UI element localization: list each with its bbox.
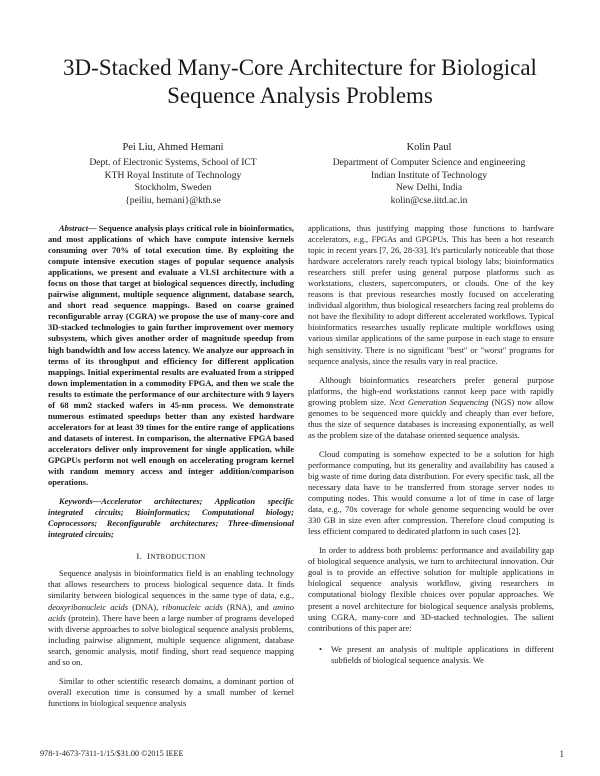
keywords-label: Keywords—: [59, 496, 102, 507]
intro-term-protein: amino acids: [48, 601, 294, 623]
keywords-text: Accelerator architectures; Application specific integrated circuits; Bioinformatics; Computational biology; Coprocessors; Reconfigurable architectures; Three-dimensional integrated circuits;: [48, 496, 294, 540]
section-number: I.: [136, 551, 143, 562]
intro-paragraph-1: [48, 568, 294, 667]
contribution-list-item: [308, 644, 554, 666]
author-institution: Indian Institute of Technology: [370, 169, 488, 181]
intro-text: (RNA), and: [222, 601, 273, 612]
author-institution: KTH Royal Institute of Technology: [104, 169, 242, 181]
author-names: Pei Liu, Ahmed Hemani: [122, 142, 224, 153]
abstract-label: Abstract—: [59, 223, 97, 233]
section-title-rest: NTRODUCTION: [150, 553, 206, 562]
author-names: Kolin Paul: [406, 142, 452, 153]
paper-title: 3D-Stacked Many-Core Architecture for Biological Sequence Analysis Problems: [63, 55, 537, 108]
body-paragraph-2: [308, 375, 554, 441]
body-text: (NGS) now allow genomes to be sequenced more quickly and cheaply than ever before, thus the size of sequence databases is increasing exponentially, as well as the problem size of the database oriented sequence analysis.: [308, 396, 554, 440]
author-block-1: [48, 142, 298, 207]
abstract: [48, 223, 294, 488]
left-column: [48, 223, 294, 709]
keywords: [48, 496, 294, 540]
body-paragraph-4: In order to address both problems: performance and availability gap of biological sequence analysis, we turn to architectural innovation. Our goal is to provide an effective solution for multiple applications in biological sequence analysis workflow, giving researchers in computational biology flexible choices over popular approaches. We present a novel architecture for biological sequence analysis problems, using CGRA, many-core and 3D-stacked technologies. The salient contributions of this paper are:: [308, 545, 554, 633]
intro-term-rna: ribonucleic acids: [162, 601, 223, 612]
author-department: Dept. of Electronic Systems, School of ICT: [89, 157, 257, 169]
abstract-text: Sequence analysis plays critical role in bioinformatics, and most applications of which have compute intensive kernels consuming over 70% of total execution time. By exploiting the compute intensive execution stages of popular sequence analysis applications, we present and evaluate a VLSI architecture with a focus on those that target at biological sequences directly, including pairwise alignment, multiple sequence alignment, database search, and short read sequence mappings. Based on coarse grained reconfigurable array (CGRA) we propose the use of many-core and 3D-stacked technologies to gain further improvement over memory subsystem, which gives another order of magnitude speedup from high bandwidth and low access latency. We analyze our approach in terms of its throughput and efficiency for different application mappings. Initial experimental results are evaluated from a stripped down implementation in a commodity FPGA, and then we scale the results to estimate the performance of our architecture with 9 layers of 68 mm2 stacked wafers in 45-nm process. We demonstrate numerous estimated speedups better than any existed hardware accelerators for at least 39 times for the entire range of applications and datasets of interest. In comparison, the alternative FPGA based accelerators deliver only improvement for single application, while GPGPUs perform not well enough on accelerating program kernel with random memory access and integer addition/comparison operations.: [48, 223, 294, 488]
section-heading-introduction: [48, 551, 294, 563]
intro-text: Sequence analysis in bioinformatics field is an enabling technology that allows researchers to process biological sequence data. It finds similarity between biological sequences in the same type of data, e.g.,: [48, 568, 294, 601]
body-paragraph-3: Cloud computing is somehow expected to be a solution for high performance computing, but its generality and availability has caused a big waste of time during data distribution. For every specific task, all the necessary data have to be transferred from storage server nodes to computing nodes. This would consume a lot of time in case of large data, e.g., 70x coverage for whole genome sequencing would be over 330 GB in size even after compression. Therefore cloud computing is less efficient compared to dedicated platform in such cases [2].: [308, 448, 554, 537]
footer-copyright: 978-1-4673-7311-1/15/$31.00 ©2015 IEEE: [40, 749, 184, 758]
intro-text: (protein). There have been a large number of programs developed with diverse approaches to solve biological sequence analysis problems, including pairwise alignment, multiple sequence alignment, database search, genomic analysis, motif finding, short read sequence mapping and so on.: [48, 612, 294, 667]
contribution-text: We present an analysis of multiple applications in different subfields of biological sequence analysis. We: [331, 643, 554, 665]
bullet-icon: •: [319, 643, 322, 654]
intro-text: (DNA),: [128, 601, 163, 612]
section-title-first-letter: I: [147, 551, 151, 562]
body-paragraph-1: applications, thus justifying mapping those functions to hardware accelerators, e.g., FPGAs and GPGPUs. This has been a hot research topic in recent years [7, 26, 28-33]. It's particularly noticeable that those hardware accelerators rarely reach typical biology labs; bioinformatics researchers still prefer using general purpose platforms such as workstations, clusters, supercomputers, or clouds. One of the key reasons is that previous researches mostly focused on accelerating individual algorithm, thus biological researchers facing real problems do not have the flexibility to adopt different accelerated workflows. Typical bioinformatics researches usually replicate multiple workflows using various similar applications of the same purpose in each stage to ensure high sensitivity. There is no significant "best" or "worst" programs for sequence analysis, since the results vary in real practice.: [308, 223, 554, 366]
author-email: kolin@cse.iitd.ac.in: [390, 194, 468, 206]
right-column: [308, 223, 554, 666]
body-emphasis-ngs: Next Generation Sequencing: [389, 396, 489, 407]
intro-paragraph-2: Similar to other scientific research domains, a dominant portion of overall execution time is consumed by a small number of kernel functions in biological sequence analysis: [48, 675, 294, 708]
page-number: 1: [559, 749, 564, 759]
author-block-2: [304, 142, 554, 207]
body-text: Although bioinformatics researchers prefer general purpose platforms, the high-end workstations cannot keep pace with rapidly growing problem size.: [308, 374, 554, 407]
author-location: Stockholm, Sweden: [134, 182, 212, 194]
intro-term-dna: deoxyribonucleic acids: [48, 601, 129, 612]
author-email: {peiliu, hemani}@kth.se: [125, 194, 221, 206]
author-location: New Delhi, India: [395, 182, 463, 194]
author-department: Department of Computer Science and engineering: [332, 157, 526, 169]
